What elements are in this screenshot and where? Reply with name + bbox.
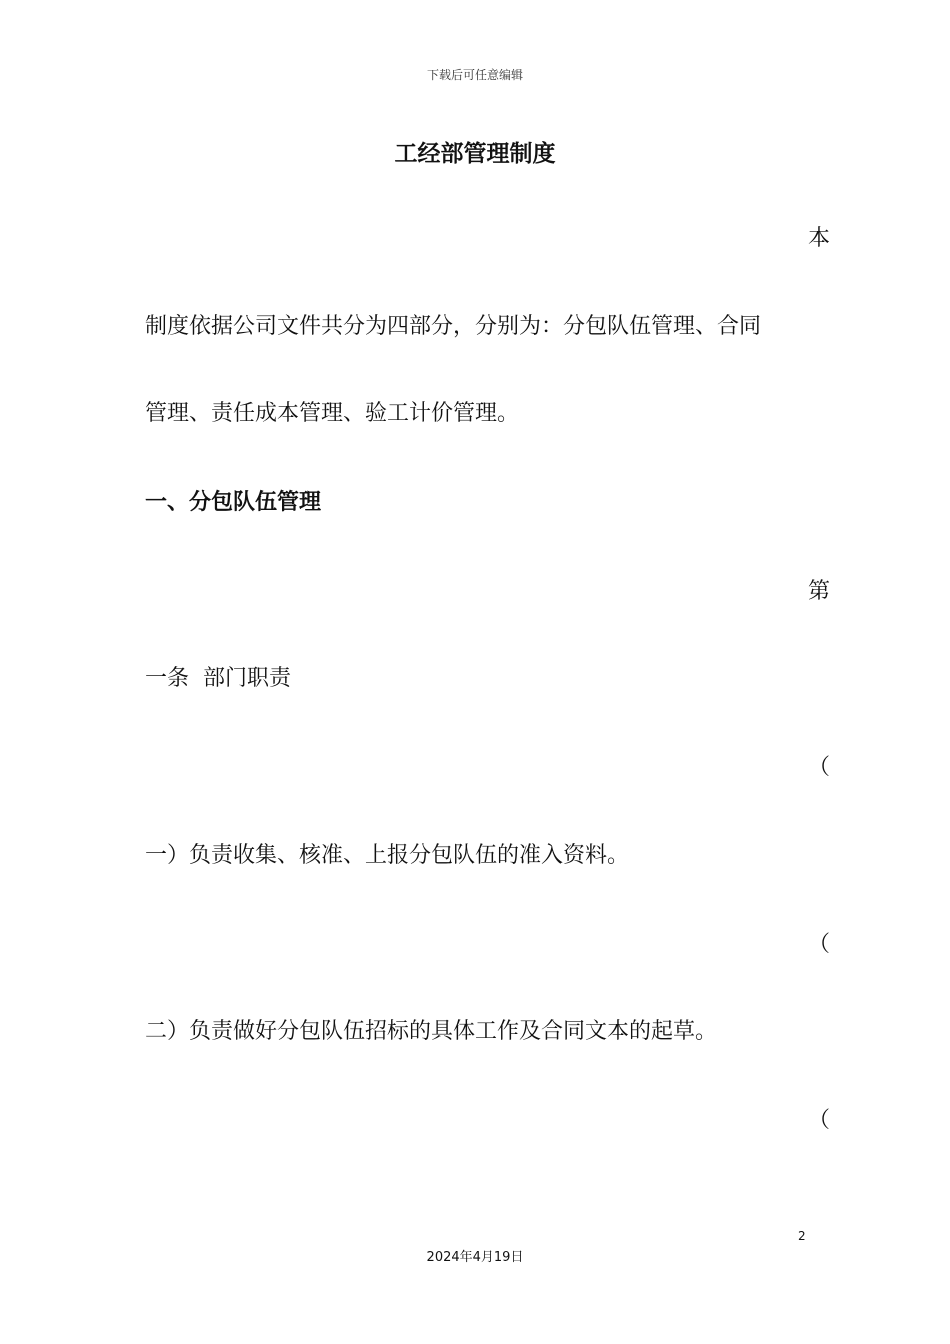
item-2-text: 二）负责做好分包队伍招标的具体工作及合同文本的起草。 bbox=[145, 1019, 718, 1044]
article-1-title: 一条 部门职责 bbox=[145, 666, 291, 691]
intro-line-1: 制度依据公司文件共分为四部分，分别为：分包队伍管理、合同 bbox=[145, 314, 762, 339]
document-title: 工经部管理制度 bbox=[394, 141, 556, 167]
page-number: 2 bbox=[798, 1229, 806, 1243]
article-1-lead-char: 第 bbox=[807, 579, 830, 604]
intro-line-2: 管理、责任成本管理、验工计价管理。 bbox=[145, 401, 520, 426]
item-1-text: 一）负责收集、核准、上报分包队伍的准入资料。 bbox=[145, 843, 630, 868]
header-note: 下载后可任意编辑 bbox=[426, 68, 523, 82]
section-heading-1: 一、分包队伍管理 bbox=[145, 490, 322, 515]
item-1-lead-char: （ bbox=[807, 755, 830, 780]
footer-date: 2024年4月19日 bbox=[426, 1250, 524, 1265]
item-3-lead-char: （ bbox=[807, 1108, 830, 1133]
intro-lead-char: 本 bbox=[807, 226, 830, 251]
item-2-lead-char: （ bbox=[807, 932, 830, 957]
